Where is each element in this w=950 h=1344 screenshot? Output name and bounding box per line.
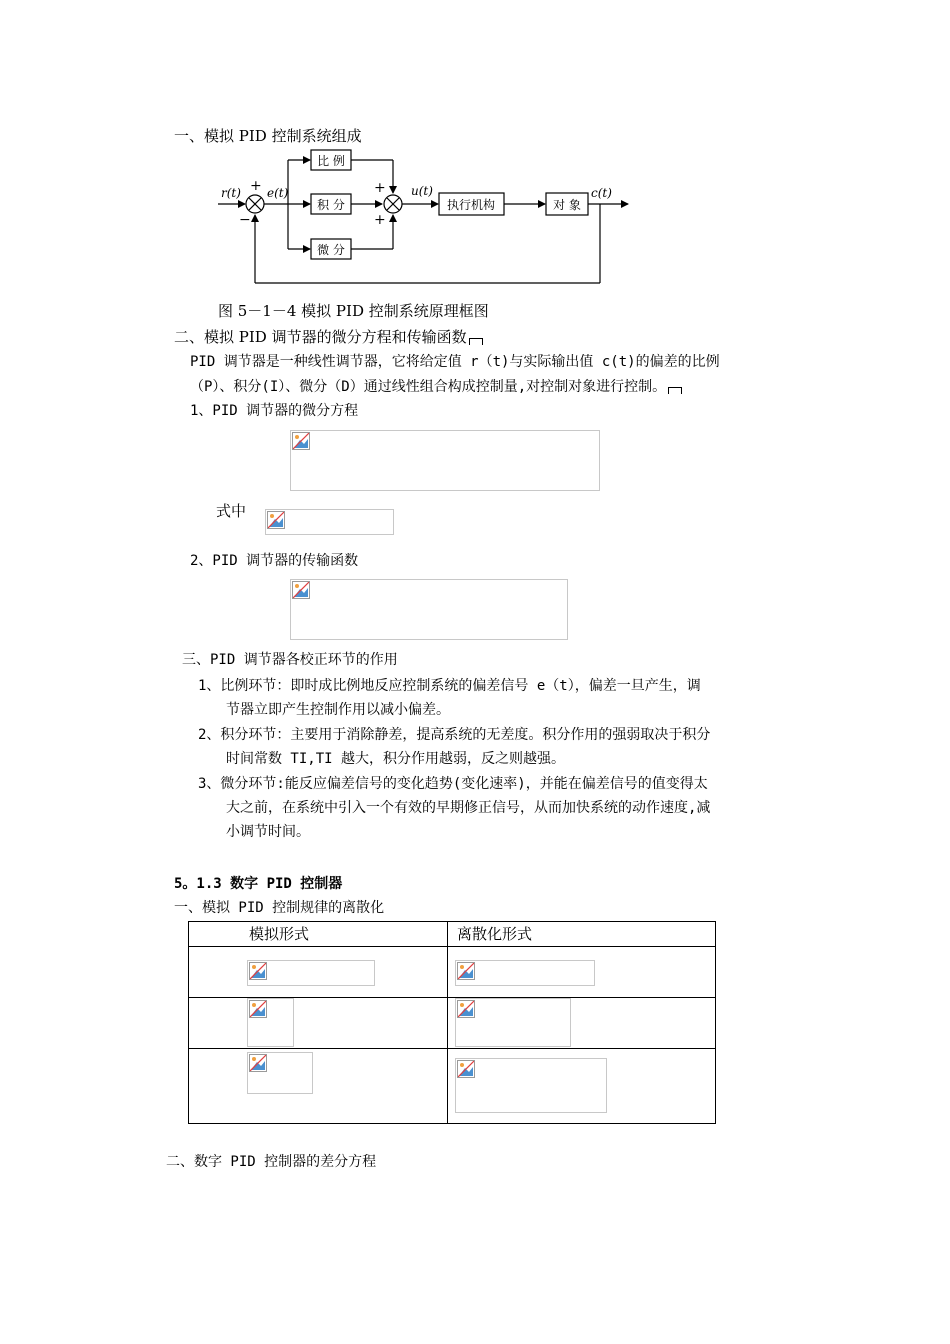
label-r: r(t) xyxy=(221,186,241,200)
table-header-cell-left xyxy=(189,922,448,947)
table-row xyxy=(189,1049,716,1124)
analog-derivative-image xyxy=(247,1052,313,1094)
table-header-left: 模拟形式 xyxy=(249,925,310,943)
table-row xyxy=(189,998,716,1049)
table-row xyxy=(189,947,716,998)
section-3-item1-line2: 节器立即产生控制作用以减小偏差。 xyxy=(226,702,450,718)
sign-minus-1: − xyxy=(239,212,251,228)
heading-5-1-3: 5。1.3 数字 PID 控制器 xyxy=(174,876,343,892)
section-2-para-line2: （P）、积分(I）、微分（D）通过线性组合构成控制量,对控制对象进行控制。 xyxy=(190,379,667,395)
broken-image-icon xyxy=(292,581,310,599)
sign-plus-1: + xyxy=(250,178,262,194)
table-cell xyxy=(448,947,716,998)
section-5-title: 二、数字 PID 控制器的差分方程 xyxy=(166,1154,377,1170)
where-definitions-image xyxy=(265,509,394,535)
broken-image-icon xyxy=(457,1000,475,1018)
table-header-right: 离散化形式 xyxy=(457,925,533,943)
section-1-title: 一、模拟 PID 控制系统组成 xyxy=(174,127,362,145)
section-2-sub2: 2、PID 调节器的传输函数 xyxy=(190,553,359,569)
section-3-item3-line1: 3、微分环节:能反应偏差信号的变化趋势(变化速率)，并能在偏差信号的值变得太 xyxy=(198,776,708,792)
section-2-sub1: 1、PID 调节器的微分方程 xyxy=(190,403,359,419)
paragraph-mark-icon xyxy=(469,338,483,345)
broken-image-icon xyxy=(292,432,310,450)
section-3-item2-line1: 2、积分环节：主要用于消除静差，提高系统的无差度。积分作用的强弱取决于积分 xyxy=(198,727,711,743)
where-label: 式中 xyxy=(216,502,247,520)
section-2-para-line1: PID 调节器是一种线性调节器，它将给定值 r（t)与实际输出值 c(t)的偏差的比例 xyxy=(190,354,720,370)
section-4-title: 一、模拟 PID 控制规律的离散化 xyxy=(174,900,385,916)
label-e: e(t) xyxy=(267,186,289,200)
analog-proportional-image xyxy=(247,960,375,986)
label-u: u(t) xyxy=(411,184,433,198)
section-3-item1-line1: 1、比例环节：即时成比例地反应控制系统的偏差信号 e（t），偏差一旦产生，调 xyxy=(198,678,701,694)
discrete-derivative-image xyxy=(455,1058,607,1113)
differential-equation-image xyxy=(290,430,600,491)
table-cell xyxy=(448,998,716,1049)
label-c: c(t) xyxy=(591,186,612,200)
broken-image-icon xyxy=(249,962,267,980)
block-plant: 对 象 xyxy=(553,198,581,212)
section-3-item3-line2: 大之前，在系统中引入一个有效的早期修正信号，从而加快系统的动作速度,减 xyxy=(226,800,711,816)
discrete-integral-image xyxy=(455,998,571,1047)
discretization-table xyxy=(188,921,716,1124)
section-2-para-line2-row xyxy=(190,377,682,397)
broken-image-icon xyxy=(457,1060,475,1078)
sign-plus-2: + xyxy=(374,180,386,196)
paragraph-mark-icon xyxy=(668,387,682,394)
figure-caption: 图 5－1－4 模拟 PID 控制系统原理框图 xyxy=(218,302,489,320)
block-integral: 积 分 xyxy=(317,198,345,212)
table-header-row xyxy=(189,922,716,947)
table-cell xyxy=(189,998,448,1049)
transfer-function-image xyxy=(290,579,568,640)
discrete-proportional-image xyxy=(455,960,595,986)
table-cell xyxy=(189,947,448,998)
section-2-title: 二、模拟 PID 调节器的微分方程和传输函数 xyxy=(174,328,467,346)
block-actuator: 执行机构 xyxy=(446,198,496,212)
section-2-title-row xyxy=(174,327,483,347)
table-cell xyxy=(448,1049,716,1124)
broken-image-icon xyxy=(249,1054,267,1072)
table-cell xyxy=(189,1049,448,1124)
broken-image-icon xyxy=(267,511,285,529)
section-3-title: 三、PID 调节器各校正环节的作用 xyxy=(182,652,398,668)
broken-image-icon xyxy=(457,962,475,980)
pid-block-diagram xyxy=(210,148,640,293)
sign-plus-3: + xyxy=(374,212,386,228)
table-header-cell-right xyxy=(448,922,716,947)
section-3-item3-line3: 小调节时间。 xyxy=(226,824,310,840)
block-proportional: 比 例 xyxy=(317,154,345,168)
analog-integral-image xyxy=(247,998,294,1047)
block-derivative: 微 分 xyxy=(317,243,345,257)
section-3-item2-line2: 时间常数 TI,TI 越大，积分作用越弱，反之则越强。 xyxy=(226,751,565,767)
broken-image-icon xyxy=(249,1000,267,1018)
